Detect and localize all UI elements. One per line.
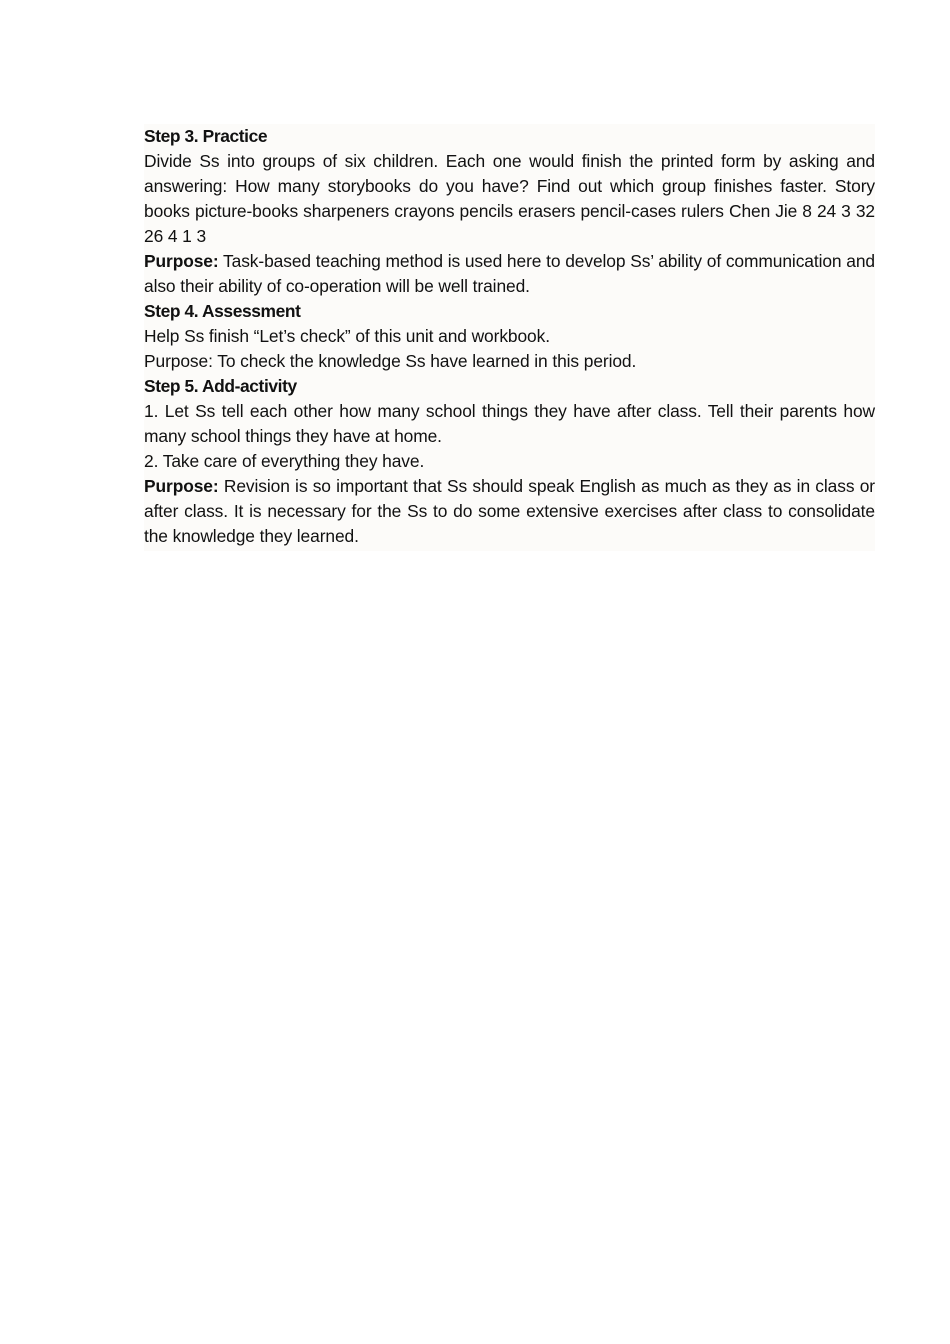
step5-item-2: 2. Take care of everything they have. bbox=[144, 451, 425, 471]
lesson-plan-text bbox=[144, 124, 875, 551]
step3-body: Divide Ss into groups of six children. Each one would finish the printed form by asking and answering: How many storybooks do you have? Find out which group finishes faster. Story books picture-books sharpeners crayons pencils erasers pencil-cases rulers Chen Jie 8 24 3 32 26 4 1 3 bbox=[144, 151, 875, 246]
step3-purpose bbox=[144, 249, 875, 299]
step3-purpose-label: Purpose: bbox=[144, 251, 219, 271]
step4-purpose: Purpose: To check the knowledge Ss have learned in this period. bbox=[144, 351, 637, 371]
step3-purpose-text: Task-based teaching method is used here to develop Ss’ ability of communication and also their ability of co-operation will be well trained. bbox=[144, 251, 875, 296]
step5-purpose bbox=[144, 474, 875, 549]
step4-body: Help Ss finish “Let’s check” of this unit and workbook. bbox=[144, 326, 550, 346]
step3-heading: Step 3. Practice bbox=[144, 126, 268, 146]
step5-item-1: 1. Let Ss tell each other how many school things they have after class. Tell their parents how many school things they have at home. bbox=[144, 401, 875, 446]
step5-heading: Step 5. Add-activity bbox=[144, 376, 297, 396]
step5-purpose-text: Revision is so important that Ss should speak English as much as they as in class or after class. It is necessary for the Ss to do some extensive exercises after class to consolidate the knowledge they learned. bbox=[144, 476, 875, 546]
step5-purpose-label: Purpose: bbox=[144, 476, 219, 496]
step4-heading: Step 4. Assessment bbox=[144, 301, 301, 321]
